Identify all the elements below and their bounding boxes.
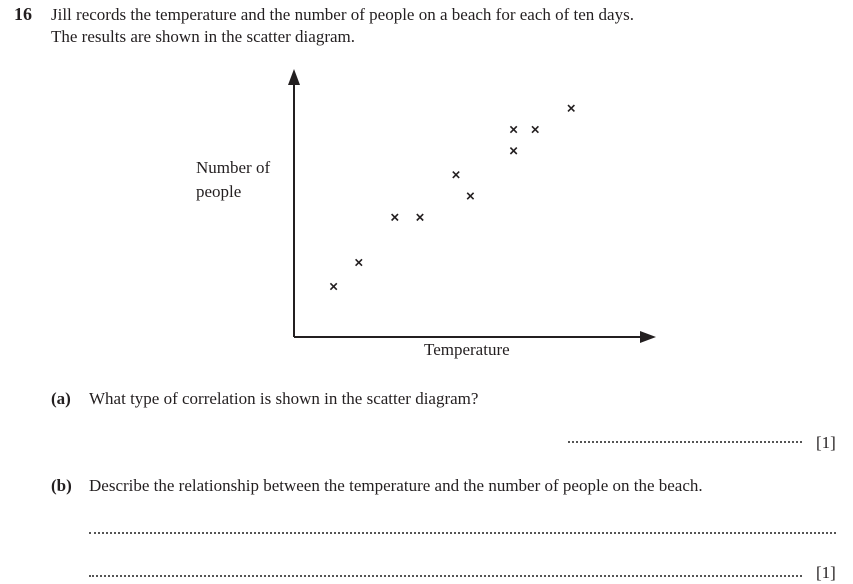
scatter-point <box>392 214 398 220</box>
part-a-answer-line[interactable] <box>568 435 802 443</box>
part-b-letter: (b) <box>51 476 72 495</box>
chart-axes <box>288 69 656 343</box>
scatter-point <box>510 126 516 132</box>
part-b-text: Describe the relationship between the temperature and the number of people on the beach. <box>89 476 703 495</box>
part-b-answer-line-1[interactable] <box>89 526 836 534</box>
question-stem-line-1: Jill records the temperature and the number of people on a beach for each of ten days. <box>51 5 634 24</box>
scatter-point <box>417 214 423 220</box>
y-axis-label-line-1: Number of <box>196 158 271 177</box>
scatter-point <box>453 172 459 178</box>
y-axis-arrow <box>288 69 300 85</box>
x-axis-label: Temperature <box>424 340 510 359</box>
y-axis-label-line-2: people <box>196 182 242 201</box>
scatter-point <box>568 105 574 111</box>
question-number: 16 <box>14 4 32 24</box>
scatter-point <box>532 126 538 132</box>
question-stem-line-2: The results are shown in the scatter diagram. <box>51 27 356 46</box>
scatter-point <box>356 259 362 265</box>
scatter-point <box>510 148 516 154</box>
part-a-letter: (a) <box>51 389 71 408</box>
scatter-point <box>467 193 473 199</box>
x-axis-arrow <box>640 331 656 343</box>
part-a-marks: [1] <box>816 433 836 452</box>
part-b-marks: [1] <box>816 563 836 582</box>
scatter-point <box>330 283 336 289</box>
part-b-answer-line-2[interactable] <box>89 569 802 577</box>
part-a-text: What type of correlation is shown in the scatter diagram? <box>89 389 479 408</box>
chart-points <box>330 105 574 290</box>
